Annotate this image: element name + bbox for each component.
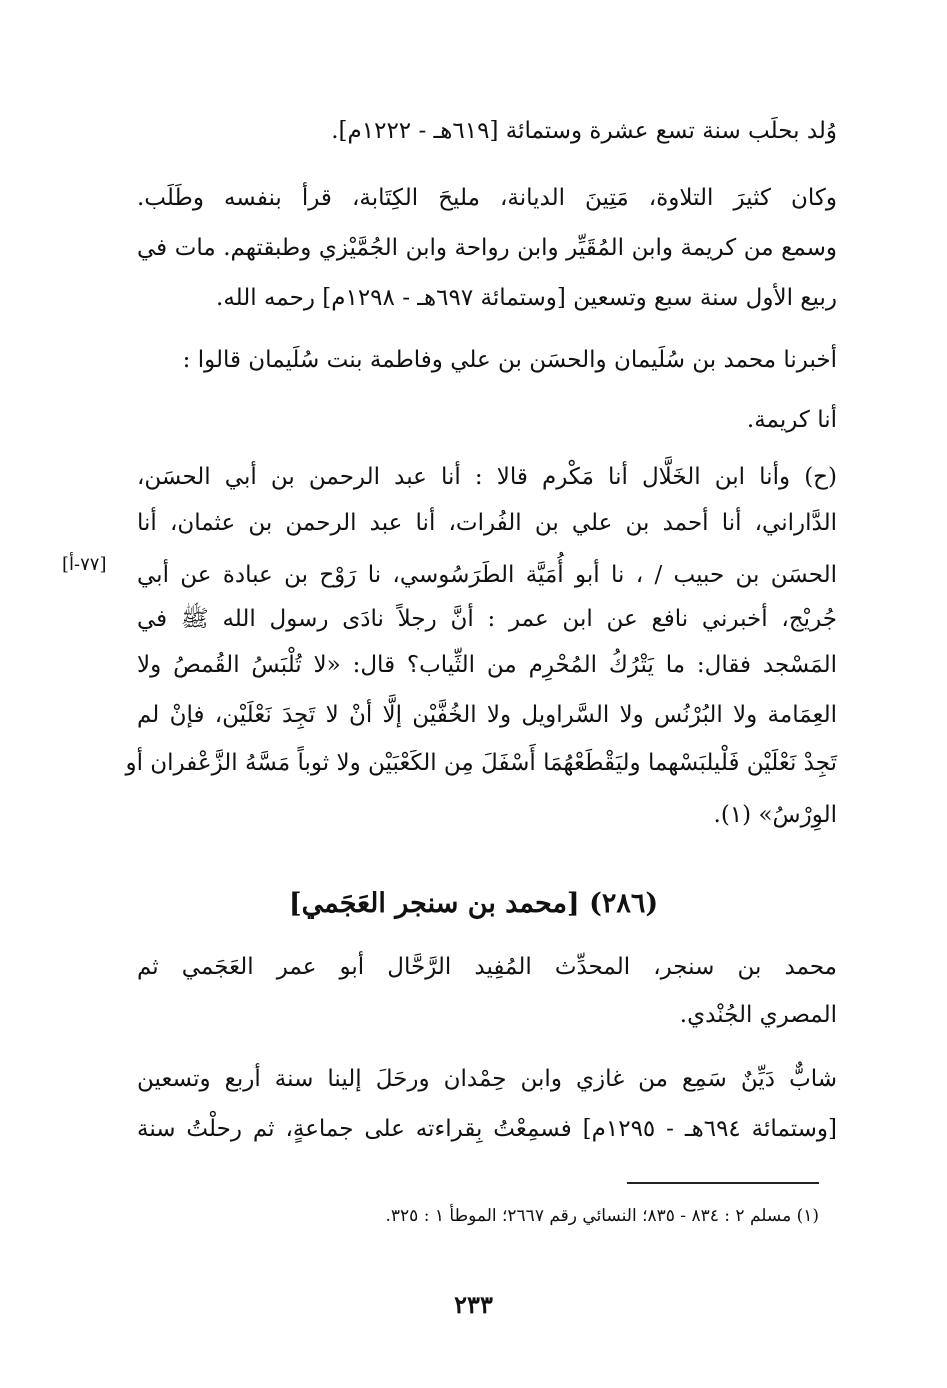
text-line-12: العِمَامة ولا البُرْنُس ولا السَّراويل ولا الخُفَّيْن إلَّا أنْ لا تَجِدَ نَعْلَيْن، فإنْ لم — [137, 702, 837, 728]
text-line-1: وُلد بحلَب سنة تسع عشرة وستمائة [٦١٩هـ - ١٢٢٢م]. — [331, 118, 837, 144]
text-line-16: المصري الجُنْدي. — [679, 1002, 837, 1028]
text-line-10: جُريْج، أخبرني نافع عن ابن عمر : أنَّ رجلاً نادَى رسول الله ﷺ في — [137, 606, 837, 632]
text-line-14: الوِرْسُ» (١). — [713, 802, 837, 828]
margin-folio-note: [٧٧-أ] — [62, 554, 107, 575]
page-number: ٢٣٣ — [454, 1290, 493, 1319]
text-line-6: أنا كريمة. — [746, 407, 837, 433]
text-line-4: ربيع الأول سنة سبع وتسعين [وستمائة ٦٩٧هـ - ١٢٩٨م] رحمه الله. — [216, 285, 837, 311]
text-line-5: أخبرنا محمد بن سُلَيمان والحسَن بن علي وفاطمة بنت سُلَيمان قالوا : — [182, 347, 837, 373]
text-line-11: المَسْجد فقال: ما يَتْرُكُ المُحْرِم من الثِّياب؟ قال: «لا تُلْبَسُ القُمصُ ولا — [137, 652, 837, 678]
text-line-13: تَجِدْ نَعْلَيْن فَلْيلبَسْهما وليَقْطَعْهُمَا أَسْفَلَ مِن الكَعْبَيْن ولا ثوباً مَسَّهُ الزَّعْفران أو — [125, 750, 837, 776]
text-line-17: شابٌّ دَيِّنٌ سَمِع من غازي وابن حِمْدان ورحَلَ إلينا سنة أربع وتسعين — [137, 1066, 837, 1092]
text-line-7: (ح) وأنا ابن الخَلَّال أنا مَكْرم قالا : أنا عبد الرحمن بن أبي الحسَن، — [137, 464, 837, 490]
text-line-8: الدَّاراني، أنا أحمد بن علي بن الفُرات، أنا عبد الرحمن بن عثمان، أنا — [137, 510, 837, 536]
text-line-2: وكان كثيرَ التلاوة، مَتِينَ الديانة، مليحَ الكِتَابة، قرأ بنفسه وطَلَب. — [137, 185, 837, 211]
text-line-3: وسمع من كريمة وابن المُقَيِّر وابن رواحة وابن الجُمَّيْزي وطبقتهم. مات في — [137, 235, 837, 261]
entry-heading: (٢٨٦) [محمد بن سنجر العَجَمي] — [288, 888, 659, 919]
footnote-divider — [627, 1182, 819, 1184]
text-line-18: [وستمائة ٦٩٤هـ - ١٢٩٥م] فسمِعْتُ بِقراءته على جماعةٍ، ثم رحلْتُ سنة — [137, 1116, 837, 1142]
text-line-15: محمد بن سنجر، المحدِّث المُفِيد الرَّحَّال أبو عمر العَجَمي ثم — [137, 954, 837, 980]
footnote: (١) مسلم ٢ : ٨٣٤ - ٨٣٥؛ النسائي رقم ٢٦٦٧؛ الموطأ ١ : ٣٢٥. — [385, 1206, 819, 1226]
text-line-9: الحسَن بن حبيب / ، نا أبو أُمَيَّة الطَرَسُوسي، نا رَوْح بن عبادة عن أبي — [137, 562, 837, 588]
